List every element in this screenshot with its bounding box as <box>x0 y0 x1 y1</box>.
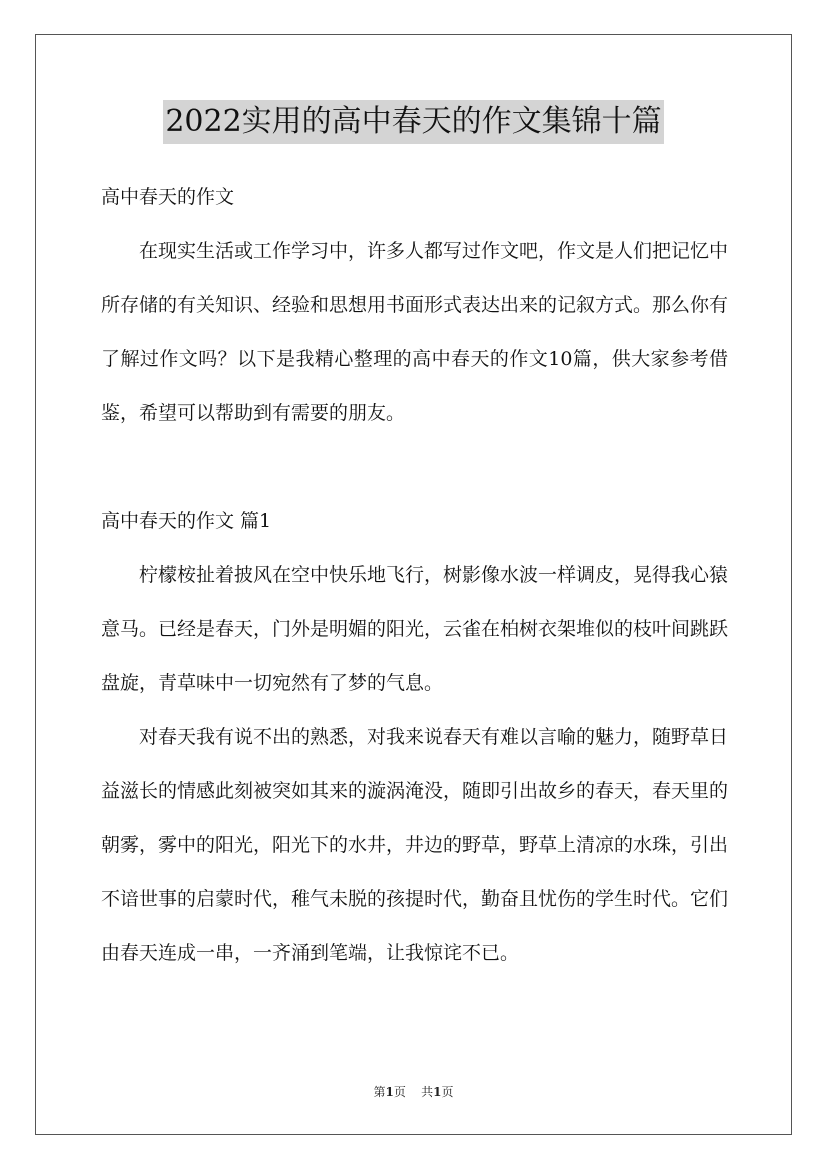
section-1-paragraph-2: 对春天我有说不出的熟悉，对我来说春天有难以言喻的魅力，随野草日益滋长的情感此刻被突如其来的漩涡淹没，随即引出故乡的春天，春天里的朝雾，雾中的阳光，阳光下的水井，井边的野草，野草上清凉的水珠，引出不谙世事的启蒙时代，稚气未脱的孩提时代，勤奋且忧伤的学生时代。它们由春天连成一串，一齐涌到笔端，让我惊诧不已。 <box>101 726 729 964</box>
footer-page-prefix: 第 <box>373 1085 386 1099</box>
footer-page-current: 1 <box>385 1085 394 1099</box>
title-container <box>0 100 827 144</box>
footer-total-prefix: 共 <box>421 1085 434 1099</box>
page-footer <box>0 1083 827 1101</box>
section-spacer <box>101 440 728 494</box>
intro-paragraph: 在现实生活或工作学习中，许多人都写过作文吧，作文是人们把记忆中所存储的有关知识、经验和思想用书面形式表达出来的记叙方式。那么你有了解过作文吗？以下是我精心整理的高中春天的作文10篇，供大家参考借鉴，希望可以帮助到有需要的朋友。 <box>101 240 729 424</box>
document-title: 2022实用的高中春天的作文集锦十篇 <box>163 100 663 144</box>
footer-page-suffix: 页 <box>393 1085 406 1099</box>
footer-page-total: 1 <box>433 1085 442 1099</box>
document-body <box>101 170 728 980</box>
section-heading-1: 高中春天的作文 篇1 <box>101 510 272 532</box>
intro-heading: 高中春天的作文 <box>101 186 235 208</box>
section-1-paragraph-1: 柠檬桉扯着披风在空中快乐地飞行，树影像水波一样调皮，晃得我心猿意马。已经是春天，门外是明媚的阳光，云雀在柏树衣架堆似的枝叶间跳跃盘旋，青草味中一切宛然有了梦的气息。 <box>101 564 729 694</box>
footer-total-suffix: 页 <box>441 1085 454 1099</box>
